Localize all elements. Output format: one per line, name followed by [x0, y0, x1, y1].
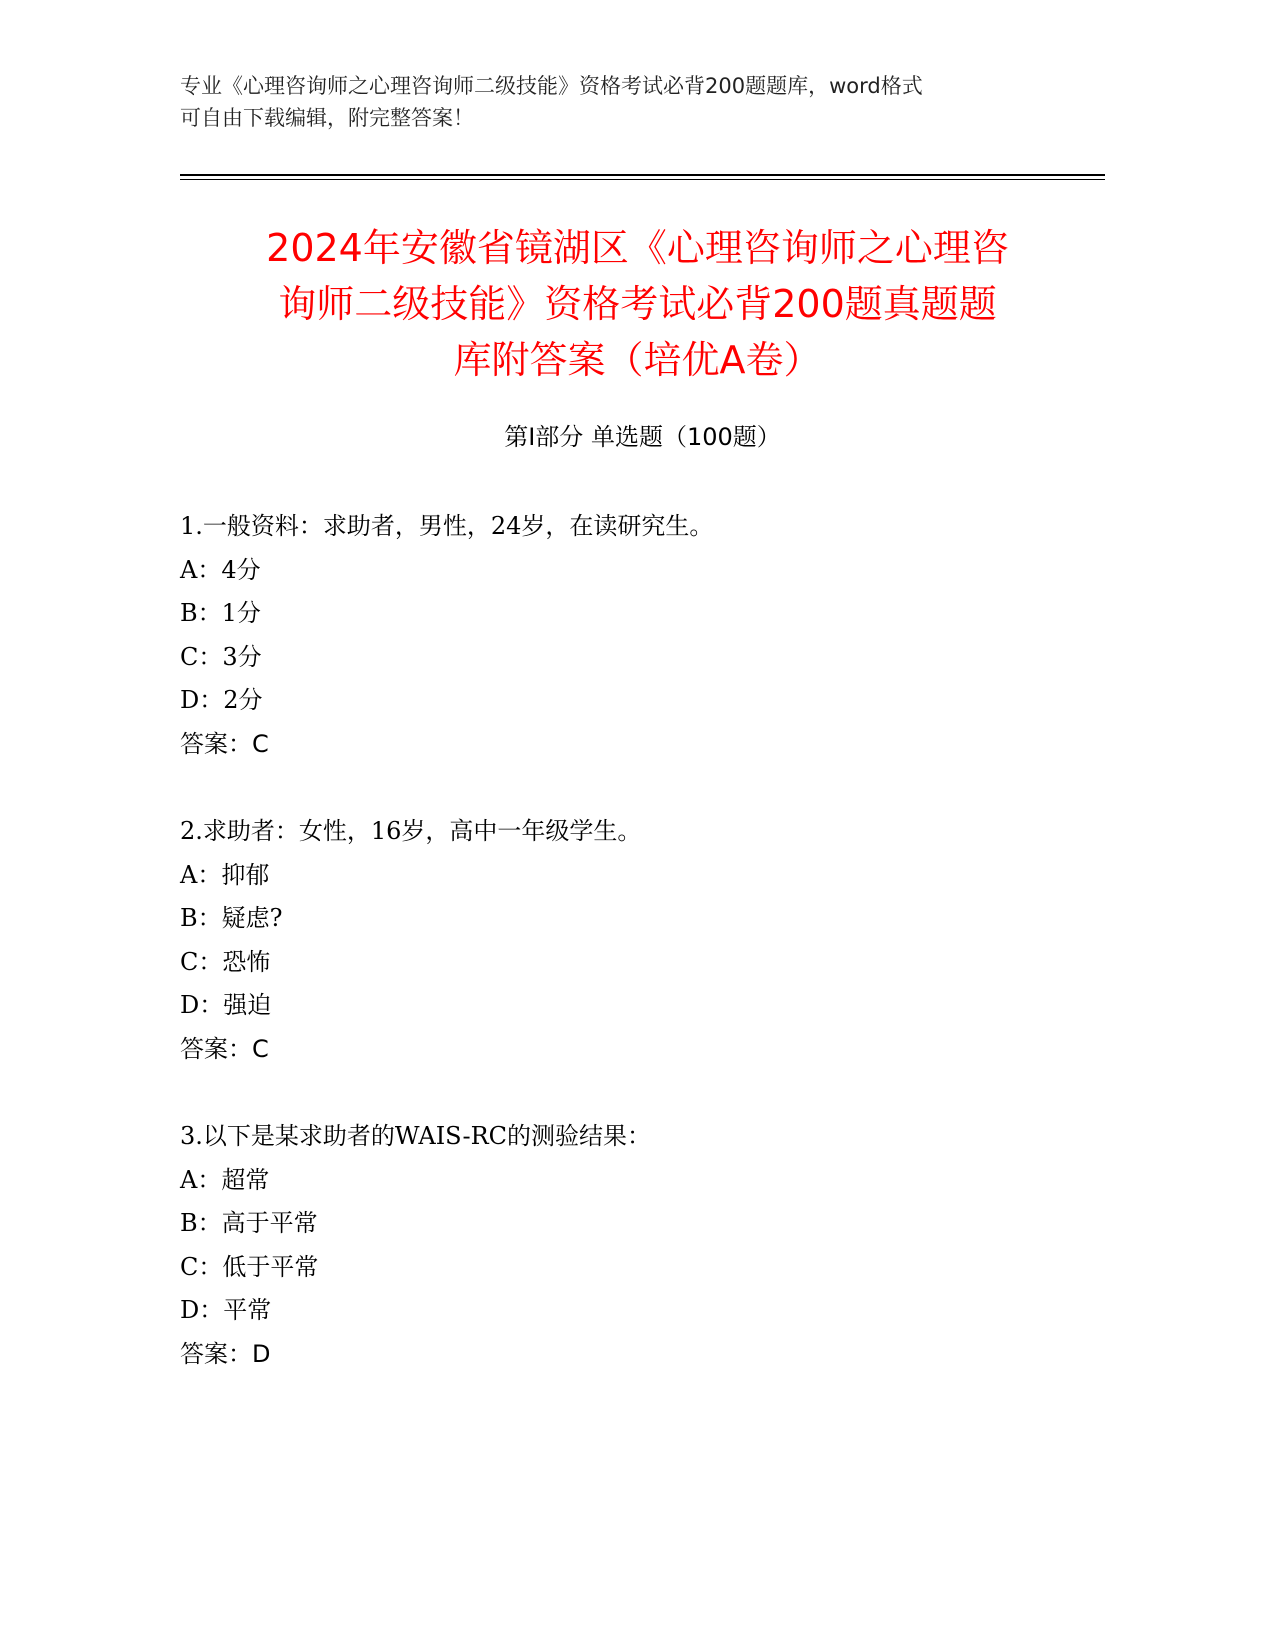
question-text: 1.一般资料：求助者，男性，24岁，在读研究生。	[180, 512, 714, 540]
option-c: C：低于平常	[180, 1252, 319, 1281]
answer-line: 答案：D	[180, 1339, 271, 1368]
option-a: A：4分	[180, 555, 261, 584]
document-title-line: 库附答案（培优A卷）	[453, 338, 822, 382]
option-b: B：高于平常	[180, 1209, 318, 1238]
header-note	[180, 70, 1050, 134]
answer-line: 答案：C	[180, 1034, 269, 1063]
question-item	[180, 810, 1105, 1072]
option-d: D：平常	[180, 1296, 272, 1325]
option-b: B：1分	[180, 599, 261, 628]
header-note-line: 可自由下载编辑，附完整答案！	[180, 106, 474, 130]
question-item	[180, 505, 1105, 767]
header-note-line: 专业《心理咨询师之心理咨询师二级技能》资格考试必背200题题库，word格式	[180, 74, 923, 98]
section-heading: 第Ⅰ部分 单选题（100题）	[504, 423, 781, 451]
option-c: C：恐怖	[180, 947, 271, 976]
option-d: D：2分	[180, 686, 263, 715]
option-b: B：疑虑?	[180, 904, 283, 933]
question-text: 2.求助者：女性，16岁，高中一年级学生。	[180, 817, 642, 845]
question-text: 3.以下是某求助者的WAIS-RC的测验结果：	[180, 1122, 652, 1150]
document-title-line: 2024年安徽省镜湖区《心理咨询师之心理咨	[266, 226, 1009, 270]
header-divider-thick	[180, 174, 1105, 176]
answer-line: 答案：C	[180, 729, 269, 758]
option-a: A：超常	[180, 1165, 270, 1194]
document-title	[160, 220, 1115, 388]
question-item	[180, 1115, 1105, 1377]
option-d: D：强迫	[180, 991, 272, 1020]
header-divider-thin	[180, 179, 1105, 180]
option-a: A：抑郁	[180, 860, 270, 889]
document-title-line: 询师二级技能》资格考试必背200题真题题	[278, 282, 997, 326]
option-c: C：3分	[180, 642, 262, 671]
